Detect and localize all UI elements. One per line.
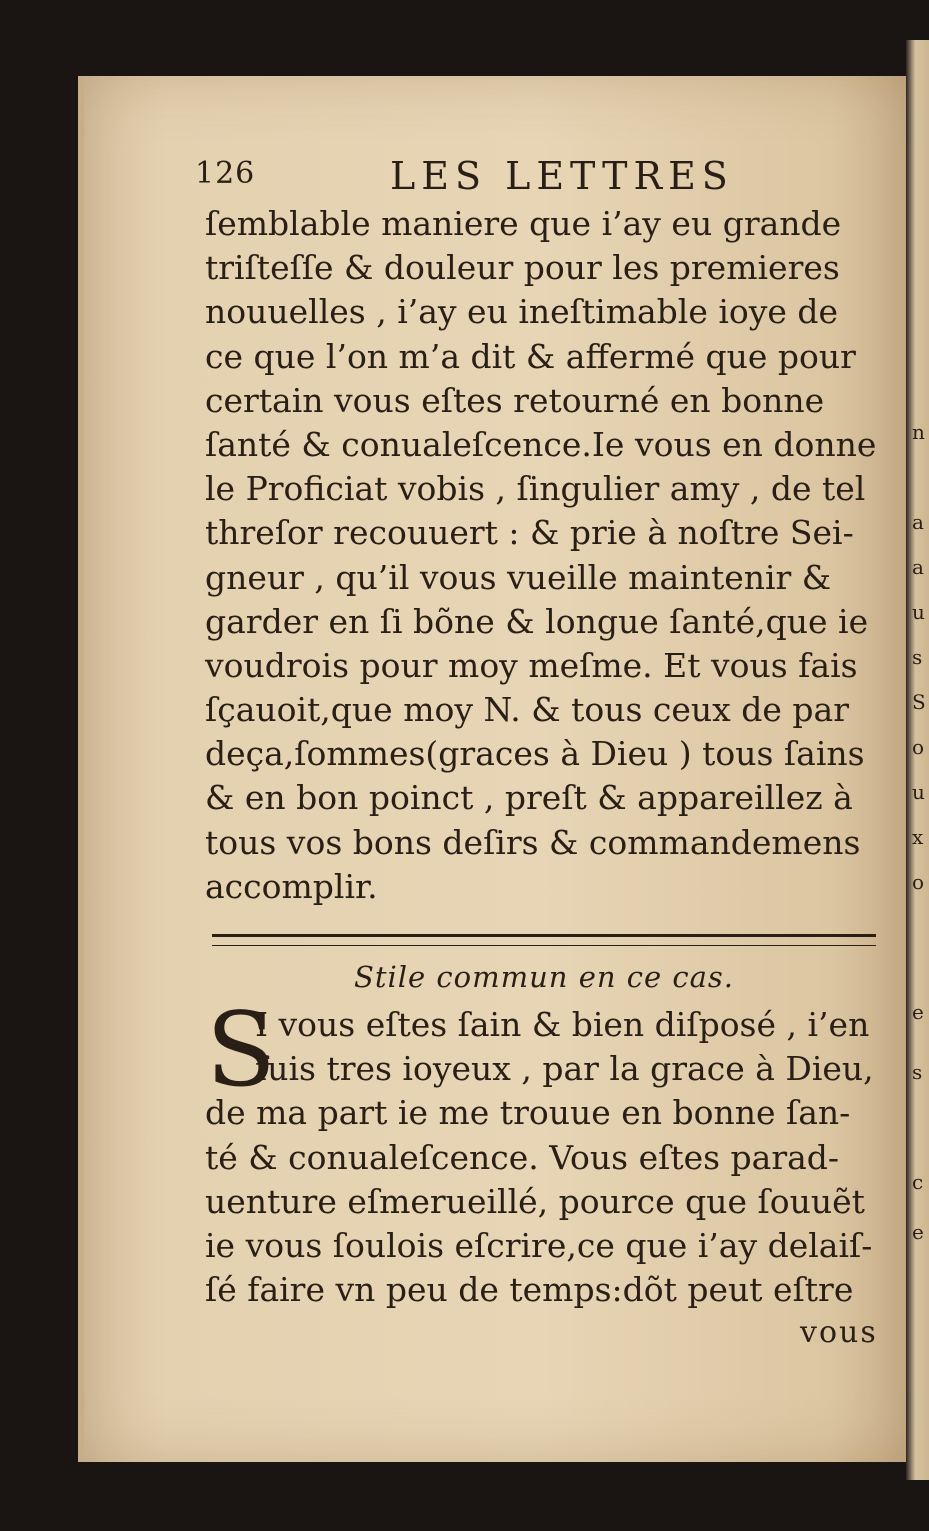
adjacent-page-fragment: S [912, 690, 926, 714]
section-heading: Stile commun en ce cas. [353, 960, 735, 994]
adjacent-page-fragment: s [912, 1060, 923, 1084]
text-line: deça,ſommes(graces à Dieu ) tous ſains [205, 734, 865, 774]
text-line: le Proficiat vobis , ſingulier amy , de tel [205, 469, 866, 509]
text-line: té & conualeſcence. Vous eſtes parad- [205, 1137, 840, 1177]
running-title: LES LETTRES [390, 154, 734, 198]
text-line: triſteſſe & douleur pour les premieres [205, 248, 840, 288]
adjacent-page-fragment: o [912, 735, 925, 759]
letter-body-text [205, 202, 875, 909]
adjacent-page-fragment: u [912, 600, 925, 624]
adjacent-page-fragment: e [912, 1000, 924, 1024]
adjacent-page-fragment: a [912, 555, 924, 579]
section-body-text [205, 1003, 875, 1312]
text-line: tous vos bons deſirs & commandemens [205, 822, 861, 862]
adjacent-page-fragment: u [912, 780, 925, 804]
text-line: accomplir. [205, 866, 378, 906]
text-line: ce que l’on m’a dit & affermé que pour [205, 336, 856, 376]
adjacent-page-fragment: c [912, 1170, 924, 1194]
text-line: ſanté & conualeſcence.Ie vous en donne [205, 424, 877, 464]
text-line: garder en ſi bõne & longue ſanté,que ie [205, 601, 869, 641]
adjacent-page-fragment: s [912, 645, 923, 669]
adjacent-page-fragment: a [912, 510, 924, 534]
text-line: uenture eſmerueillé, pource que ſouuẽt [205, 1181, 865, 1221]
text-line: & en bon poinct , preſt & appareillez à [205, 778, 853, 818]
text-line: ſemblable maniere que i’ay eu grande [205, 204, 842, 243]
text-line: threſor recouuert : & prie à noſtre Sei- [205, 513, 854, 553]
catchword: vous [800, 1315, 878, 1350]
page-header [195, 156, 815, 202]
section-divider [212, 934, 876, 946]
page-number: 126 [195, 156, 256, 191]
text-line: ſé faire vn peu de temps:dõt peut eſtre [205, 1270, 854, 1310]
text-line: ſuis tres ioyeux , par la grace à Dieu, [255, 1049, 874, 1089]
drop-cap: S [206, 991, 276, 1110]
adjacent-page-fragment: n [912, 420, 925, 444]
text-line: ie vous ſoulois eſcrire,ce que i’ay delaiſ- [205, 1225, 873, 1265]
text-line: ſçauoit,que moy N. & tous ceux de par [205, 690, 849, 730]
text-line: de ma part ie me trouue en bonne ſan- [205, 1093, 851, 1133]
adjacent-page-fragment: o [912, 870, 925, 894]
adjacent-page-fragment: x [912, 825, 924, 849]
text-line: voudrois pour moy meſme. Et vous fais [205, 645, 858, 685]
text-line: gneur , qu’il vous vueille maintenir & [205, 557, 832, 597]
text-line: nouuelles , i’ay eu ineſtimable ioye de [205, 292, 839, 332]
text-line: certain vous eſtes retourné en bonne [205, 380, 825, 420]
adjacent-page-edge [906, 40, 929, 1480]
text-line: I vous eſtes ſain & bien diſposé , i’en [255, 1005, 870, 1044]
adjacent-page-fragment: e [912, 1220, 924, 1244]
